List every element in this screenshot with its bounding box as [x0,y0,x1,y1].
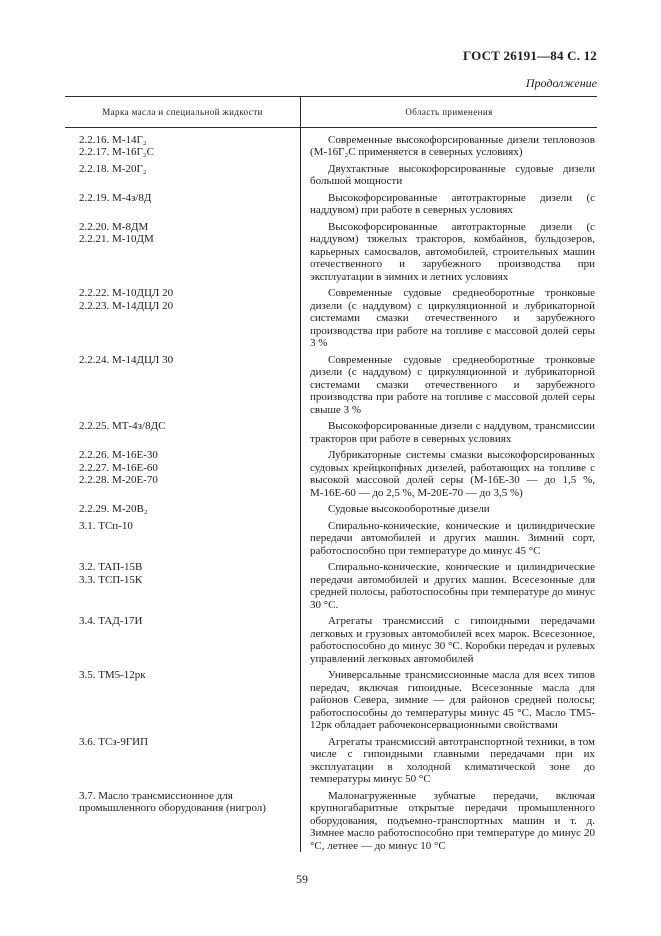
mark-line: 3.7. Масло трансмиссионное для промышленного оборудования (нигрол) [79,789,266,814]
table-row [65,217,597,284]
table-row [65,445,597,499]
mark-cell [65,611,301,665]
mark-line: 2.2.16. М-14Г₂ [79,133,147,146]
table-row [65,283,597,350]
application-cell: Современные высокофорсированные дизели тепловозов (М-16Г₂С применяется в северных условиях) [310,133,595,158]
application-cell: Спирально-конические, конические и цилиндрические передачи автомобилей и других машин. Зимний сорт, работоспособно при температуре до минус 45 °С [310,519,595,557]
application-cell: Двухтактные высокофорсированные судовые дизели большой мощности [310,162,595,187]
mark-cell [65,416,301,445]
mark-cell [65,350,301,417]
mark-cell [65,516,301,558]
application-cell: Высокофорсированные автотракторные дизели (с наддувом) при работе в северных условиях [310,191,595,216]
table-row [65,159,597,188]
application-cell: Судовые высокооборотные дизели [328,503,490,515]
application-cell: Агрегаты трансмиссий с гипоидными передачами легковых и грузовых автомобилей всех марок. Всесезонное, работоспособно до минус 30 °С. Коробки передач и рулевых управлений легковых автомобилей [310,615,595,665]
mark-line: 3.4. ТАД-17И [79,615,143,627]
mark-cell [65,217,301,284]
table-row [65,665,597,732]
mark-line: 2.2.24. М-14ДЦЛ 30 [79,353,174,366]
table-row [65,350,597,417]
application-cell: Лубрикаторные системы смазки высокофорсированных судовых крейцкопфных дизелей, работающих на топливе с высокой массовой долей серы (М-16Е-30 — до 1,5 %, М-16Е-60 — до 2,5 %, М-20Е-70 — до 3,5 %) [310,449,595,499]
table-row [65,557,597,611]
mark-line: 3.2. ТАП-15В [79,561,143,573]
mark-line: 2.2.25. МТ-4з/8ДС [79,420,166,432]
table-header-row [65,96,597,128]
mark-line: 2.2.17. М-16Г₂С [79,146,154,158]
mark-line: 3.5. ТМ5-12рк [79,669,146,681]
oils-table [65,96,597,852]
table-row [65,499,597,516]
mark-cell [65,188,301,217]
mark-cell [65,665,301,732]
mark-line: 3.6. ТСз-9ГИП [79,735,149,748]
application-cell: Спирально-конические, конические и цилиндрические передачи автомобилей и других машин. Всесезонные для средней полосы, работоспособны при температуре до минус 30 °С. [310,561,595,611]
table-row [65,732,597,786]
application-cell: Высокофорсированные автотракторные дизели (с наддувом) тяжелых тракторов, комбайнов, бульдозеров, карьерных самосвалов, автомобилей, строительных машин отечественного и зарубежного производства при эксплуатации в зимних и летних условиях [310,220,595,283]
application-cell: Малонагруженные зубчатые передачи, включая крупногабаритные открытые передачи промышленного оборудования, подъемно-транспортных машин и т. д. Зимнее масло работоспособно при температуре до минус 20 °С, летнее — до минус 10 °С [310,789,595,852]
application-cell: Современные судовые среднеоборотные тронковые дизели (с наддувом) с циркуляционной и лубрикаторной системами смазки отечественного и зарубежного производства при работе на топливе с массовой долей серы свыше 3 % [310,353,595,416]
doc-header: ГОСТ 26191—84 С. 12 [463,48,597,63]
application-cell: Универсальные трансмиссионные масла для всех типов передач, включая гипоидные. Всесезонные масла для районов Севера, зимние — для районов средней полосы; работоспособны до температуры минус 45 °С. Масло ТМ5-12рк обладает рабочеконсервационными свойствами [310,669,595,731]
table-body [65,128,597,853]
mark-line: 2.2.28. М-20Е-70 [79,474,158,486]
mark-line: 2.2.21. М-10ДМ [79,233,154,245]
mark-cell [65,786,301,853]
mark-cell [65,159,301,188]
page-number: 59 [296,872,308,886]
application-cell: Агрегаты трансмиссий автотранспортной техники, в том числе с гипоидными главными передачами при их эксплуатации в холодной климатической зоне до температуры минус 50 °С [310,735,595,785]
mark-cell [65,499,301,516]
mark-line: 2.2.19. М-4з/8Д [79,191,152,204]
mark-line: 2.2.20. М-8ДМ [79,220,149,233]
table-row [65,516,597,558]
mark-line: 2.2.18. М-20Г₂ [79,162,147,175]
mark-line: 2.2.22. М-10ДЦЛ 20 [79,287,174,299]
mark-line: 2.2.27. М-16Е-60 [79,461,158,474]
mark-cell [65,128,301,159]
mark-line: 2.2.26. М-16Е-30 [79,449,158,461]
mark-line: 3.3. ТСП-15К [79,573,143,586]
col-header-application: Область применения [405,107,493,117]
table-row [65,611,597,665]
application-cell: Высокофорсированные дизели с наддувом, трансмиссии тракторов при работе в северных условиях [310,420,595,445]
mark-line: 3.1. ТСп-10 [79,519,133,532]
mark-line: 2.2.29. М-20В₂ [79,503,148,515]
mark-line: 2.2.23. М-14ДЦЛ 20 [79,299,174,312]
mark-cell [65,283,301,350]
table-row [65,188,597,217]
mark-cell [65,732,301,786]
application-cell: Современные судовые среднеоборотные тронковые дизели (с наддувом) с циркуляционной и лубрикаторной системами смазки отечественного и зарубежного производства при работе на топливе с массовой долей серы 3 % [310,287,595,349]
mark-cell [65,445,301,499]
col-header-oil-mark: Марка масла и специальной жидкости [65,97,301,127]
table-row [65,416,597,445]
mark-cell [65,557,301,611]
table-row [65,786,597,853]
continuation-label: Продолжение [525,76,597,90]
table-row [65,128,597,159]
